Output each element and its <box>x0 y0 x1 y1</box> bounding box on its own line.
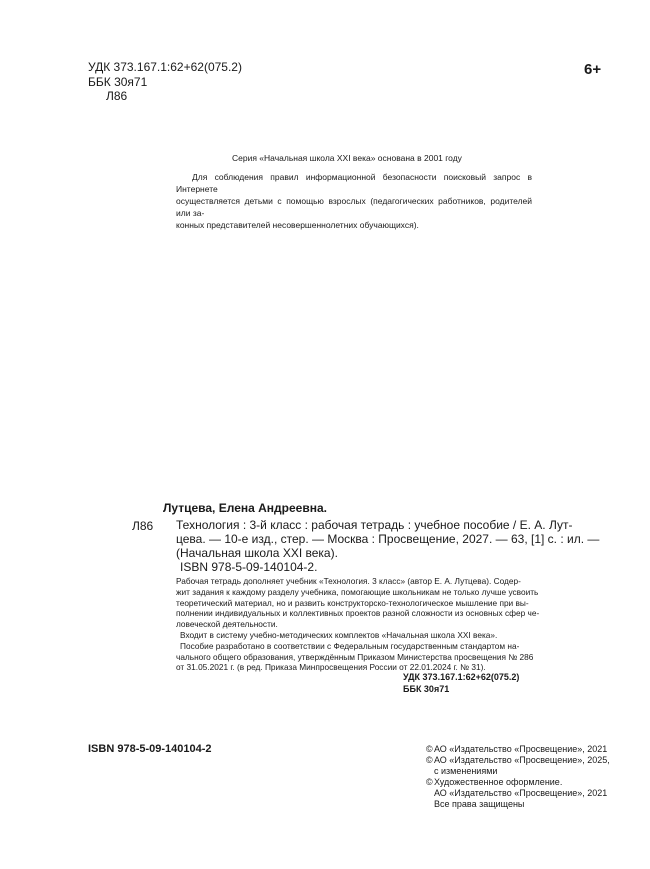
bbk-code: ББК 30я71 <box>88 74 148 89</box>
biblio-isbn: ISBN 978-5-09-140104-2. <box>180 560 318 574</box>
annotation-line: Рабочая тетрадь дополняет учебник «Технология. 3 класс» (автор Е. А. Лутцева). Содер- <box>176 576 521 586</box>
annotation-line: жит задания к каждому разделу учебника, помогающие школьникам не только лучше усвоить <box>176 586 539 597</box>
series-note: Серия «Начальная школа XXI века» основана в 2001 году <box>232 153 462 163</box>
copyright-text: АО «Издательство «Просвещение», 2025, с изменениями <box>434 755 610 776</box>
isbn-footer: ISBN 978-5-09-140104-2 <box>88 743 212 755</box>
author-mark: Л86 <box>106 89 128 103</box>
udk-code: УДК 373.167.1:62+62(075.2) <box>88 60 242 74</box>
copyright-text: Художественное оформление. АО «Издательство «Просвещение», 2021 Все права защищены <box>434 777 608 809</box>
safety-note-line: осуществляется детьми с помощью взрослых (педагогических работников, родителей или за- <box>176 196 532 218</box>
annotation-line: теоретический материал, но и развить конструкторско-технологическое мышление при вы- <box>176 597 529 608</box>
safety-note-line: Для соблюдения правил информационной безопасности поисковый запрос в Интернете <box>176 172 532 194</box>
annotation-line: полнении индивидуальных и коллективных проектов разной сложности из основных сфер че- <box>176 608 540 619</box>
udk-code: УДК 373.167.1:62+62(075.2) <box>403 672 520 682</box>
safety-note <box>176 171 532 231</box>
copyright-icon: © <box>426 777 433 787</box>
biblio-line: (Начальная школа XXI века). <box>176 545 338 560</box>
copyright-item <box>426 777 610 810</box>
bottom-classification-codes <box>403 671 519 695</box>
annotation-line: чального общего образования, утверждённым Приказом Министерства просвещения № 286 <box>176 651 534 662</box>
copyright-icon: © <box>426 744 433 754</box>
copyright-item <box>426 744 610 755</box>
annotation-line: Входит в систему учебно-методических комплектов «Начальная школа XXI века». <box>180 629 498 640</box>
annotation-line: ловеческой деятельности. <box>176 619 278 630</box>
age-rating: 6+ <box>584 61 602 78</box>
top-classification-codes <box>88 60 242 104</box>
copyright-icon: © <box>426 755 433 765</box>
author-heading: Лутцева, Елена Андреевна. <box>163 501 327 515</box>
bbk-code: ББК 30я71 <box>403 684 450 694</box>
copyright-text: АО «Издательство «Просвещение», 2021 <box>434 744 608 754</box>
annotation-line: Пособие разработано в соответствии с Федеральным государственным стандартом на- <box>180 640 520 651</box>
copyright-block <box>426 744 610 810</box>
annotation <box>176 576 542 673</box>
bibliographic-author-mark: Л86 <box>132 519 154 533</box>
copyright-item <box>426 755 610 777</box>
biblio-line: цева. — 10-е изд., стер. — Москва : Просвещение, 2027. — 63, [1] с. : ил. — <box>176 531 600 546</box>
annotation-line: от 31.05.2021 г. (в ред. Приказа Минпросвещения России от 22.01.2024 г. № 31). <box>176 662 486 673</box>
safety-note-line: конных представителей несовершеннолетних обучающихся). <box>176 220 419 230</box>
bibliographic-description <box>176 518 600 560</box>
biblio-line: Технология : 3-й класс : рабочая тетрадь : учебное пособие / Е. А. Лут- <box>176 518 573 532</box>
